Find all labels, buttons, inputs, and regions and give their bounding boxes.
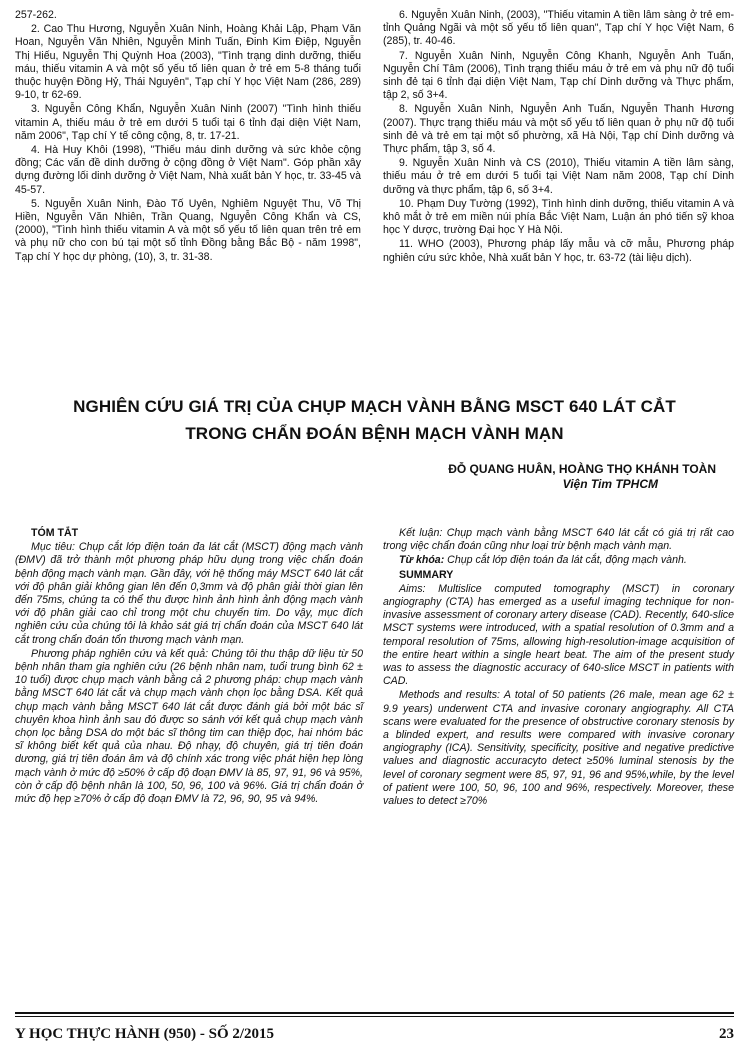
references-left-column — [15, 9, 361, 265]
abstract-objective — [15, 541, 363, 647]
reference-item: 2. Cao Thu Hương, Nguyễn Xuân Ninh, Hoàng Khải Lập, Phạm Văn Hoan, Nguyễn Văn Nhiên, Nguyễn Minh Tuấn, Đinh Kim Điệp, Nguyễn Thị Hiếu, Nguyễn Thị Quỳnh Hoa (2003), "Tình trạng dinh dưỡng, thiếu máu, thiếu vitamin A và một số yếu tố liên quan ở trẻ em 5-8 tháng tuổi thuộc huyện Đồng Hỷ, Thái Nguyên", Tạp chí Y học Việt Nam (286, 289) 9-10, tr 62-69. — [15, 23, 361, 102]
aims-text: Multislice computed tomography (MSCT) in coronary angiography (CTA) has emerged as a useful imaging technique for non-invasive assessment of coronary artery disease (CAD). Recently, 640-slice MSCT systems were introduced, with a spatial resolution of 0.3mm and a temporal resolution of 75ms, allowing high-resolution-image acquisition of the entire heart within a single heart beat. The aim of the present study was to assess the diagnostic accuracy of 640-slice MSCT in patients with CAD. — [383, 582, 734, 688]
footer-divider-thin — [15, 1016, 734, 1017]
abstract-right-column — [383, 527, 734, 809]
abstract-heading: TÓM TẮT — [31, 527, 79, 539]
conclusion-text: Chụp mạch vành bằng MSCT 640 lát cắt có giá trị rất cao trong việc chẩn đoán cũng như loại trừ bệnh mạch vành mạn. — [383, 527, 734, 553]
summary-heading: SUMMARY — [399, 568, 454, 581]
references-right-column — [383, 9, 734, 266]
footer-divider — [15, 1012, 734, 1014]
reference-item: 11. WHO (2003), Phương pháp lấy mẫu và cỡ mẫu, Phương pháp nghiên cứu sức khỏe, Nhà xuất bản Y học, tr. 63-72 (tài liệu dịch). — [383, 238, 734, 264]
reference-item: 7. Nguyễn Xuân Ninh, Nguyễn Công Khanh, Nguyễn Anh Tuấn, Nguyễn Chí Tâm (2006), Tình trạng thiếu máu ở trẻ em và phụ nữ độ tuổi sinh đẻ tại 6 tỉnh đại diện Việt Nam, Tạp chí Dinh dưỡng và Thực phẩm, tập 2, số 3+4. — [383, 49, 734, 102]
methods-text: Chúng tôi thu thập dữ liệu từ 50 bệnh nhân tham gia nghiên cứu (26 bệnh nhân nam, tuổi trung bình 62 ± 10 tuổi) được chụp mạch vành bằng cả 2 phương pháp: chụp mạch vành bằng MSCT 640 lát cắt và chụp mạch vành chọn lọc bằng DSA. Kết quả chụp mạch vành bằng MSCT 640 lát cắt được đánh giá bởi một bác sĩ chuyên khoa hình ảnh sau đó được so sánh với kết quả chụp mạch vành chọn lọc bằng DSA do một bác sĩ thông tim can thiệp đọc, hai nhóm bác sĩ không biết kết quả của nhau. Độ nhạy, độ chuyên, giá trị tiên đoán dương, giá trị tiên đoán âm và độ chính xác trong việc phát hiện hẹp lòng mạch vành ở mức độ ≥50% ở cấp độ đoạn ĐMV là 85, 97, 91, 96 và 95%, còn ở cấp độ bệnh nhân là 100, 50, 96, 100 và 96%. Giá trị chẩn đoán ở mức độ hẹp ≥70% ở cấp độ đoạn ĐMV là 72, 96, 90, 95 và 94%. — [15, 647, 363, 806]
article-title-line-1: NGHIÊN CỨU GIÁ TRỊ CỦA CHỤP MẠCH VÀNH BẰNG MSCT 640 LÁT CẮT — [73, 397, 676, 416]
author-block — [448, 462, 716, 492]
reference-item: 4. Hà Huy Khôi (1998), "Thiếu máu dinh dưỡng và sức khỏe cộng đồng; Các vấn đề dinh dưỡng ở cộng đồng ở Việt Nam". Góp phần xây dựng đường lối dinh dưỡng ở Việt Nam, Nhà xuất bản Y học, tr. 33-45 và 45-57. — [15, 144, 361, 196]
journal-footer: Y HỌC THỰC HÀNH (950) - SỐ 2/2015 — [15, 1026, 275, 1042]
methods-label: Phương pháp nghiên cứu và kết quả: — [31, 647, 209, 660]
reference-item: 257-262. — [15, 9, 57, 21]
keywords-text: Chụp cắt lớp điện toán đa lát cắt, động mạch vành. — [444, 554, 687, 567]
objective-text: Chụp cắt lớp điện toán đa lát cắt (MSCT) động mạch vành (ĐMV) đã trở thành một phương pháp hữu dụng trong việc chẩn đoán bệnh động mạch vành mạn. Gần đây, với hệ thống máy MSCT 640 lát cắt với độ phân giải không gian lên đến 0,3mm và độ phân giải thời gian lên đến 75ms, chúng ta có thể thu được hình ảnh hình ảnh động mạch vành với độ phân giải cao chỉ trong một chu chuyển tim. Do vậy, mục đích nghiên cứu của chúng tôi là khảo sát giá trị chẩn đoán của MSCT 640 lát cắt trong chẩn đoán tổn thương mạch vành mạn. — [15, 541, 363, 646]
reference-item: 8. Nguyễn Xuân Ninh, Nguyễn Anh Tuấn, Nguyễn Thanh Hương (2007). Thực trạng thiếu máu và một số yếu tố liên quan ở phụ nữ độ tuổi sinh đẻ và trẻ em tại một số phường, xã Hà Nội, Tạp chí Dinh dưỡng và Thực phẩm, tập 3, số 4. — [383, 103, 734, 156]
abstract-keywords — [383, 554, 734, 567]
keywords-label: Từ khóa: — [399, 554, 445, 567]
reference-item: 9. Nguyễn Xuân Ninh và CS (2010), Thiếu vitamin A tiền lâm sàng, thiếu máu ở trẻ em dưới 5 tuổi tại Việt Nam năm 2008, Tạp chí Dinh dưỡng và thực phẩm, tập 6, số 3+4. — [383, 157, 734, 196]
objective-label: Mục tiêu: — [31, 541, 75, 554]
conclusion-label: Kết luận: — [399, 527, 443, 539]
authors: ĐỖ QUANG HUÂN, HOÀNG THỌ KHÁNH TOÀN — [448, 462, 716, 476]
reference-item: 3. Nguyễn Công Khẩn, Nguyễn Xuân Ninh (2007) "Tình hình thiếu vitamin A, thiếu máu ở trẻ em dưới 5 tuổi tại 6 tỉnh đại diện Việt Nam, năm 2006", Tạp chí Y tế công cộng, 8, tr. 17-21. — [15, 103, 361, 142]
summary-methods-label: Methods and results: — [399, 689, 500, 702]
summary-methods-text: A total of 50 patients (26 male, mean age 62 ± 9.9 years) underwent CTA and invasive coronary angiography. All CTA scans were evaluated for the presence of obstructive coronary stenosis by a blinded expert, and results were compared with invasive coronary angiography (ICA). Sensitivity, specificity, positive and negative predictive values and diagnostic accuracyto detect ≥50% luminal stenosis by the level of coronary segment were 85, 97, 91, 96 and 95%,while, by the level of patient were 100, 50, 96, 100 and 96%, respectively. Moreover, these values to detect ≥70% — [383, 689, 734, 808]
article-title-line-2: TRONG CHẨN ĐOÁN BỆNH MẠCH VÀNH MẠN — [185, 424, 564, 443]
page-number: 23 — [719, 1026, 734, 1042]
abstract-conclusion — [383, 527, 734, 553]
summary-methods — [383, 689, 734, 808]
abstract-vi-column — [15, 527, 363, 807]
aims-label: Aims: — [399, 582, 426, 595]
reference-item: 10. Phạm Duy Tường (1992), Tình hình dinh dưỡng, thiếu vitamin A và khô mắt ở trẻ em miền núi phía Bắc Việt Nam, Luận án phó tiến sỹ khoa học Y dược, trường Đại học Y Hà Nội. — [383, 197, 734, 237]
institution: Viện Tim TPHCM — [562, 477, 658, 491]
abstract-methods — [15, 648, 363, 806]
reference-item: 6. Nguyễn Xuân Ninh, (2003), "Thiếu vitamin A tiền lâm sàng ở trẻ em- tỉnh Quảng Ngãi và một số yếu tố liên quan", Tạp chí Y học Việt Nam, 6 (285), tr. 40-46. — [383, 9, 734, 48]
summary-aims — [383, 583, 734, 689]
reference-item: 5. Nguyễn Xuân Ninh, Đào Tố Uyên, Nghiêm Nguyệt Thu, Võ Thị Hiền, Nguyễn Văn Nhiên, Trần Quang, Nguyễn Công Khẩn và CS, (2000), "Tình hình thiếu vitamin A và một số yếu tố liên quan trên trẻ em và phụ nữ cho con bú tại một số tỉnh Đồng bằng Bắc Bộ - năm 1998", Tạp chí Y học dự phòng, (10), 3, tr. 31-38. — [15, 197, 361, 263]
